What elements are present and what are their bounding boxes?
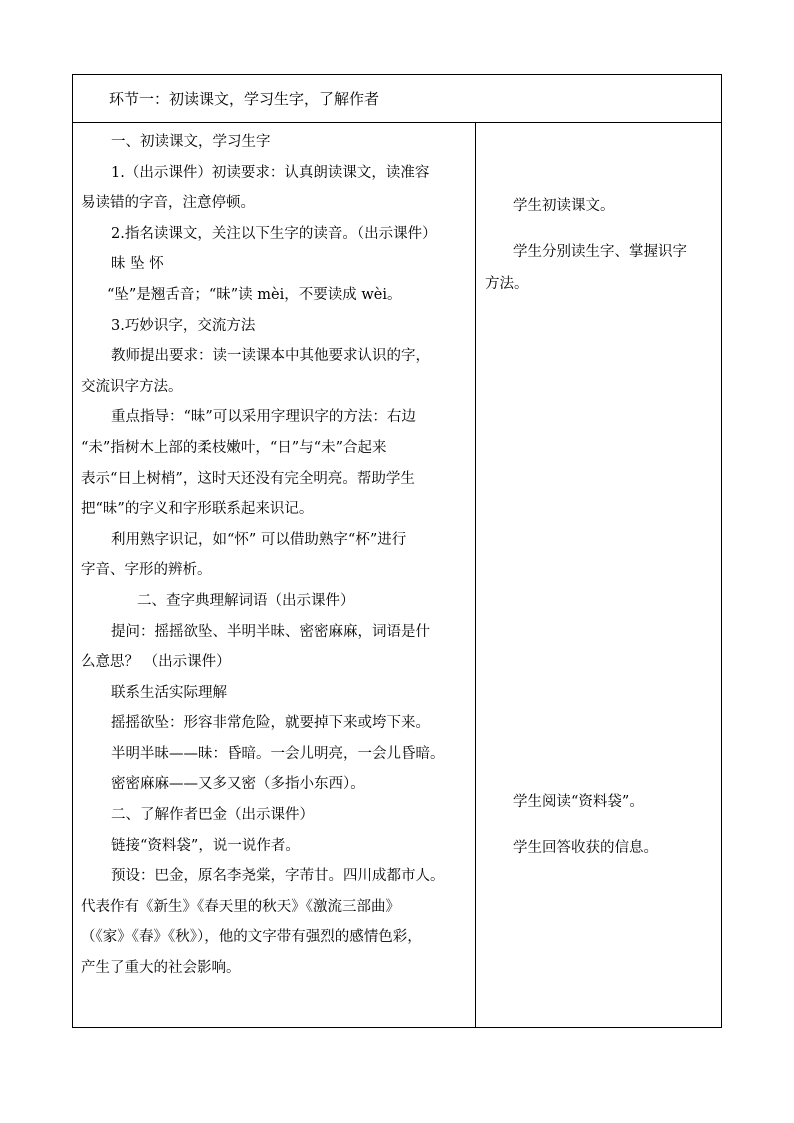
list-item: 把“昧”的字义和字形联系起来识记。 [81, 501, 314, 518]
list-item: 学生回答收获的信息。 [513, 840, 658, 856]
list-item: 学生阅读“资料袋”。 [513, 794, 644, 810]
list-item: 二、了解作者巴金（出示课件） [111, 807, 314, 824]
lesson-table [72, 74, 722, 1028]
list-item: “未”指树木上部的柔枝嫩叶，“日”与“未”合起来 [81, 439, 387, 456]
list-item: 学生分别读生字、掌握识字 [513, 244, 687, 260]
list-item: 教师提出要求：读一读课本中其他要求认识的字， [111, 348, 430, 365]
list-item: 字音、字形的辨析。 [81, 562, 212, 579]
list-item: 1.（出示课件）初读要求：认真朗读课文，读准容 [111, 164, 430, 181]
list-item: 3.巧妙识字，交流方法 [111, 317, 256, 334]
list-item: 预设：巴金，原名李尧棠，字芾甘。四川成都市人。 [111, 868, 445, 885]
table-header-row [73, 75, 721, 123]
list-item: 么意思？ （出示课件） [81, 654, 231, 671]
list-item: 交流识字方法。 [81, 378, 183, 395]
list-item: 一、初读课文，学习生字 [111, 134, 271, 150]
list-item: 联系生活实际理解 [111, 684, 227, 701]
column-divider [475, 123, 476, 1027]
list-item: 链接“资料袋”，说一说作者。 [111, 837, 300, 854]
list-item: 利用熟字识记，如“怀” 可以借助熟字“杯”进行 [111, 531, 407, 548]
list-item: “坠”是翘舌音；“昧”读 mèi，不要读成 wèi。 [107, 286, 402, 303]
list-item: 半明半昧——昧：昏暗。一会儿明亮，一会儿昏暗。 [111, 745, 445, 762]
list-item: 学生初读课文。 [513, 198, 615, 214]
list-item: 产生了重大的社会影响。 [81, 960, 241, 977]
list-item: （《家》《春》《秋》），他的文字带有强烈的感情色彩， [81, 929, 422, 946]
list-item: 提问：摇摇欲坠、半明半昧、密密麻麻，词语是什 [111, 623, 430, 640]
list-item: 代表作有《新生》《春天里的秋天》《激流三部曲》 [81, 898, 400, 915]
list-item: 表示“日上树梢”，这时天还没有完全明亮。帮助学生 [81, 470, 415, 487]
list-item: 方法。 [485, 276, 529, 292]
section-title: 环节一：初读课文，学习生字，了解作者 [109, 90, 380, 108]
list-item: 昧 坠 怀 [111, 256, 164, 273]
list-item: 重点指导：“昧”可以采用字理识字的方法：右边 [111, 409, 416, 426]
list-item: 2.指名读课文，关注以下生字的读音。（出示课件） [111, 225, 437, 242]
list-item: 易读错的字音，注意停顿。 [81, 195, 255, 212]
list-item: 密密麻麻——又多又密（多指小东西）。 [111, 776, 365, 793]
list-item: 二、查字典理解词语（出示课件） [137, 592, 355, 609]
teacher-activity-column [81, 127, 473, 984]
list-item: 摇摇欲坠：形容非常危险，就要掉下来或垮下来。 [111, 715, 430, 732]
